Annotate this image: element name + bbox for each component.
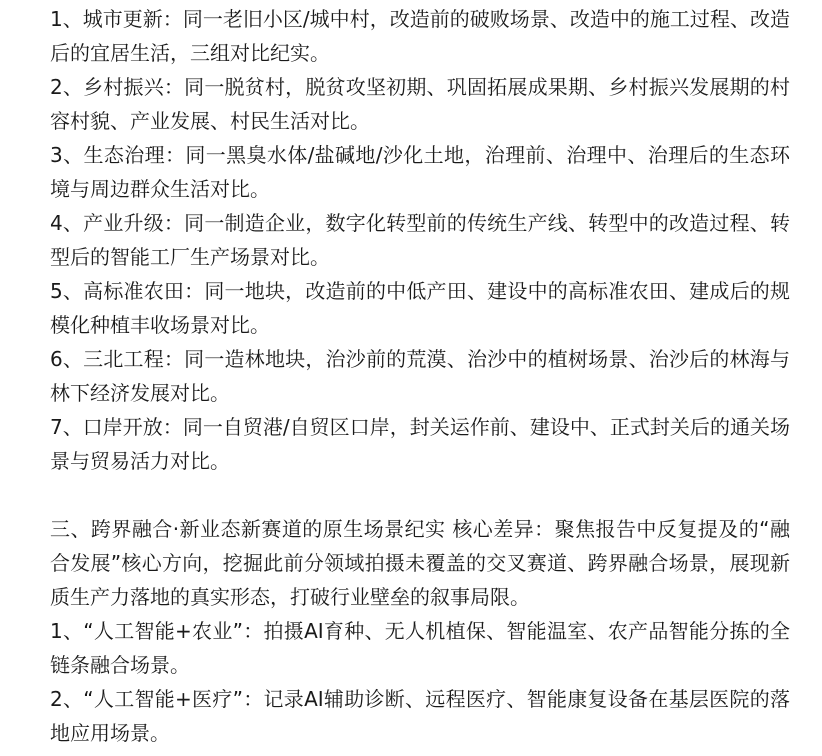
list-item: 4、产业升级：同一制造企业，数字化转型前的传统生产线、转型中的改造过程、转型后的智能工厂生产场景对比。	[50, 211, 790, 269]
list-item: 5、高标准农田：同一地块，改造前的中低产田、建设中的高标准农田、建成后的规模化种植丰收场景对比。	[50, 279, 790, 337]
list-item: 2、乡村振兴：同一脱贫村，脱贫攻坚初期、巩固拓展成果期、乡村振兴发展期的村容村貌、产业发展、村民生活对比。	[50, 75, 790, 133]
list-item: 7、口岸开放：同一自贸港/自贸区口岸，封关运作前、建设中、正式封关后的通关场景与贸易活力对比。	[50, 415, 790, 473]
list-item: 2、“人工智能+医疗”：记录AI辅助诊断、远程医疗、智能康复设备在基层医院的落地应用场景。	[50, 687, 790, 745]
list-item: 1、“人工智能+农业”：拍摄AI育种、无人机植保、智能温室、农产品智能分拣的全链条融合场景。	[50, 619, 790, 677]
list-item: 1、城市更新：同一老旧小区/城中村，改造前的破败场景、改造中的施工过程、改造后的宜居生活，三组对比纪实。	[50, 7, 790, 65]
document-body	[50, 2, 790, 750]
paragraph-spacer	[50, 478, 790, 512]
section-heading: 三、跨界融合·新业态新赛道的原生场景纪实 核心差异：聚焦报告中反复提及的“融合发展”核心方向，挖掘此前分领域拍摄未覆盖的交叉赛道、跨界融合场景，展现新质生产力落地的真实形态，打破行业壁垒的叙事局限。	[50, 517, 790, 609]
list-item: 6、三北工程：同一造林地块，治沙前的荒漠、治沙中的植树场景、治沙后的林海与林下经济发展对比。	[50, 347, 790, 405]
list-item: 3、生态治理：同一黑臭水体/盐碱地/沙化土地，治理前、治理中、治理后的生态环境与周边群众生活对比。	[50, 143, 790, 201]
